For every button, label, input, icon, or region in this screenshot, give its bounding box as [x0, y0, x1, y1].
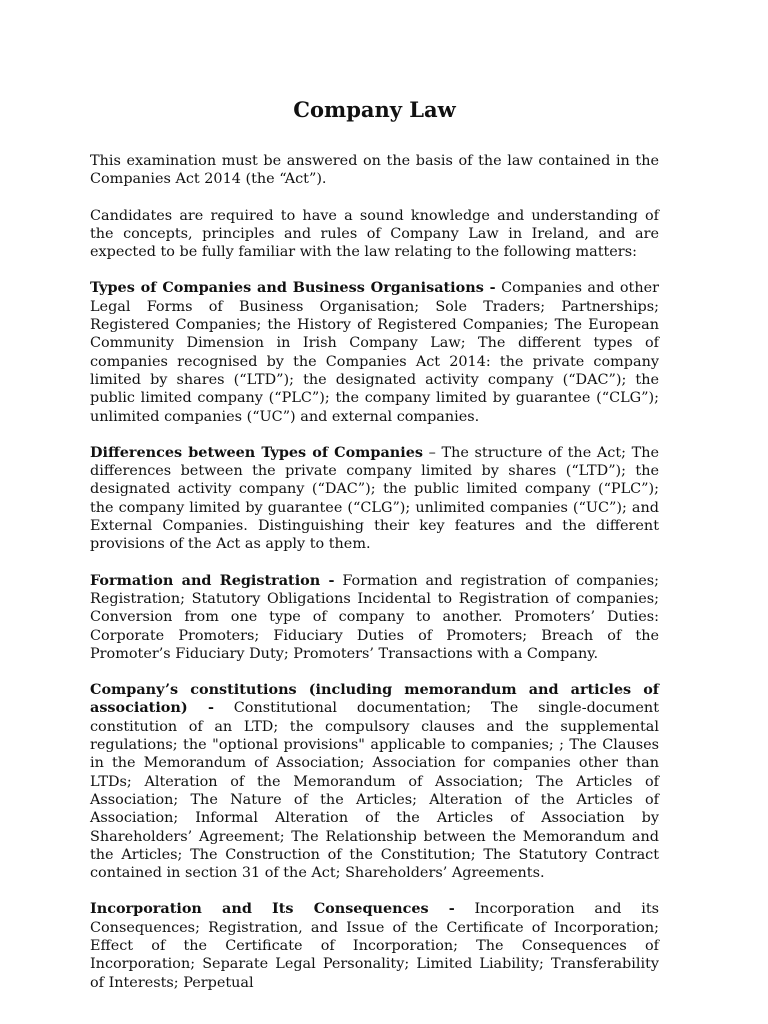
section-heading: Company’s constitutions (including memorandum and articles of association) - [90, 681, 659, 717]
section-text: Companies and other Legal Forms of Business Organisation; Sole Traders; Partnerships; Registered Companies; the History of Registered Companies; The European Community Dimension in Irish Company Law; The different types of companies recognised by the Companies Act 2014: the private company limited by shares (“LTD”); the designated activity company (“DAC”); the public limited company (“PLC”); the company limited by guarantee (“CLG”); unlimited companies (“UC”) and external companies. [90, 280, 659, 425]
section-heading: Incorporation and Its Consequences - [90, 900, 455, 918]
section-heading: Formation and Registration - [90, 571, 335, 589]
requirements-paragraph [90, 207, 659, 262]
section-text: Constitutional documentation; The single-document constitution of an LTD; the compulsory clauses and the supplemental regulations; the "optional provisions" applicable to companies; ; The Clauses in the Memorandum of Association; Association for companies other than LTDs; Alteration of the Memorandum of Association; The Articles of Association; The Nature of the Articles; Alteration of the Articles of Association; Informal Alteration of the Articles of Association by Shareholders’ Agreement; The Relationship between the Memorandum and the Articles; The Construction of the Constitution; The Statutory Contract contained in section 31 of the Act; Shareholders’ Agreements. [90, 700, 659, 882]
section-text: – The structure of the Act; The differences between the private company limited by shares (“LTD”); the designated activity company (“DAC”); the public limited company (“PLC”); the company limited by guarantee (“CLG”); unlimited companies (“UC”); and External Companies. Distinguishing their key features and the different provisions of the Act as apply to them. [90, 444, 659, 553]
section-incorporation [90, 900, 659, 991]
section-text: Incorporation and its Consequences; Registration, and Issue of the Certificate of Incorporation; Effect of the Certificate of Incorporation; The Consequences of Incorporation; Separate Legal Personality; Limited Liability; Transferability of Interests; Perpetual [90, 901, 659, 991]
paragraph-text: This examination must be answered on the basis of the law contained in the Companies Act 2014 (the “Act”). [90, 153, 659, 188]
intro-paragraph [90, 152, 659, 189]
section-heading: Types of Companies and Business Organisations - [90, 279, 496, 297]
paragraph-text: Candidates are required to have a sound knowledge and understanding of the concepts, principles and rules of Company Law in Ireland, and are expected to be fully familiar with the law relating to the following matters: [90, 207, 659, 261]
page-title: Company Law [293, 97, 456, 122]
section-heading: Differences between Types of Companies [90, 443, 423, 461]
section-constitutions [90, 681, 659, 882]
document-page [90, 96, 659, 1010]
section-differences [90, 444, 659, 554]
section-formation [90, 572, 659, 663]
section-text: Formation and registration of companies; Registration; Statutory Obligations Incidental to Registration of companies; Conversion from one type of company to another. Promoters’ Duties: Corporate Promoters; Fiduciary Duties of Promoters; Breach of the Promoter’s Fiduciary Duty; Promoters’ Transactions with a Company. [90, 572, 659, 662]
section-types-of-companies [90, 279, 659, 425]
